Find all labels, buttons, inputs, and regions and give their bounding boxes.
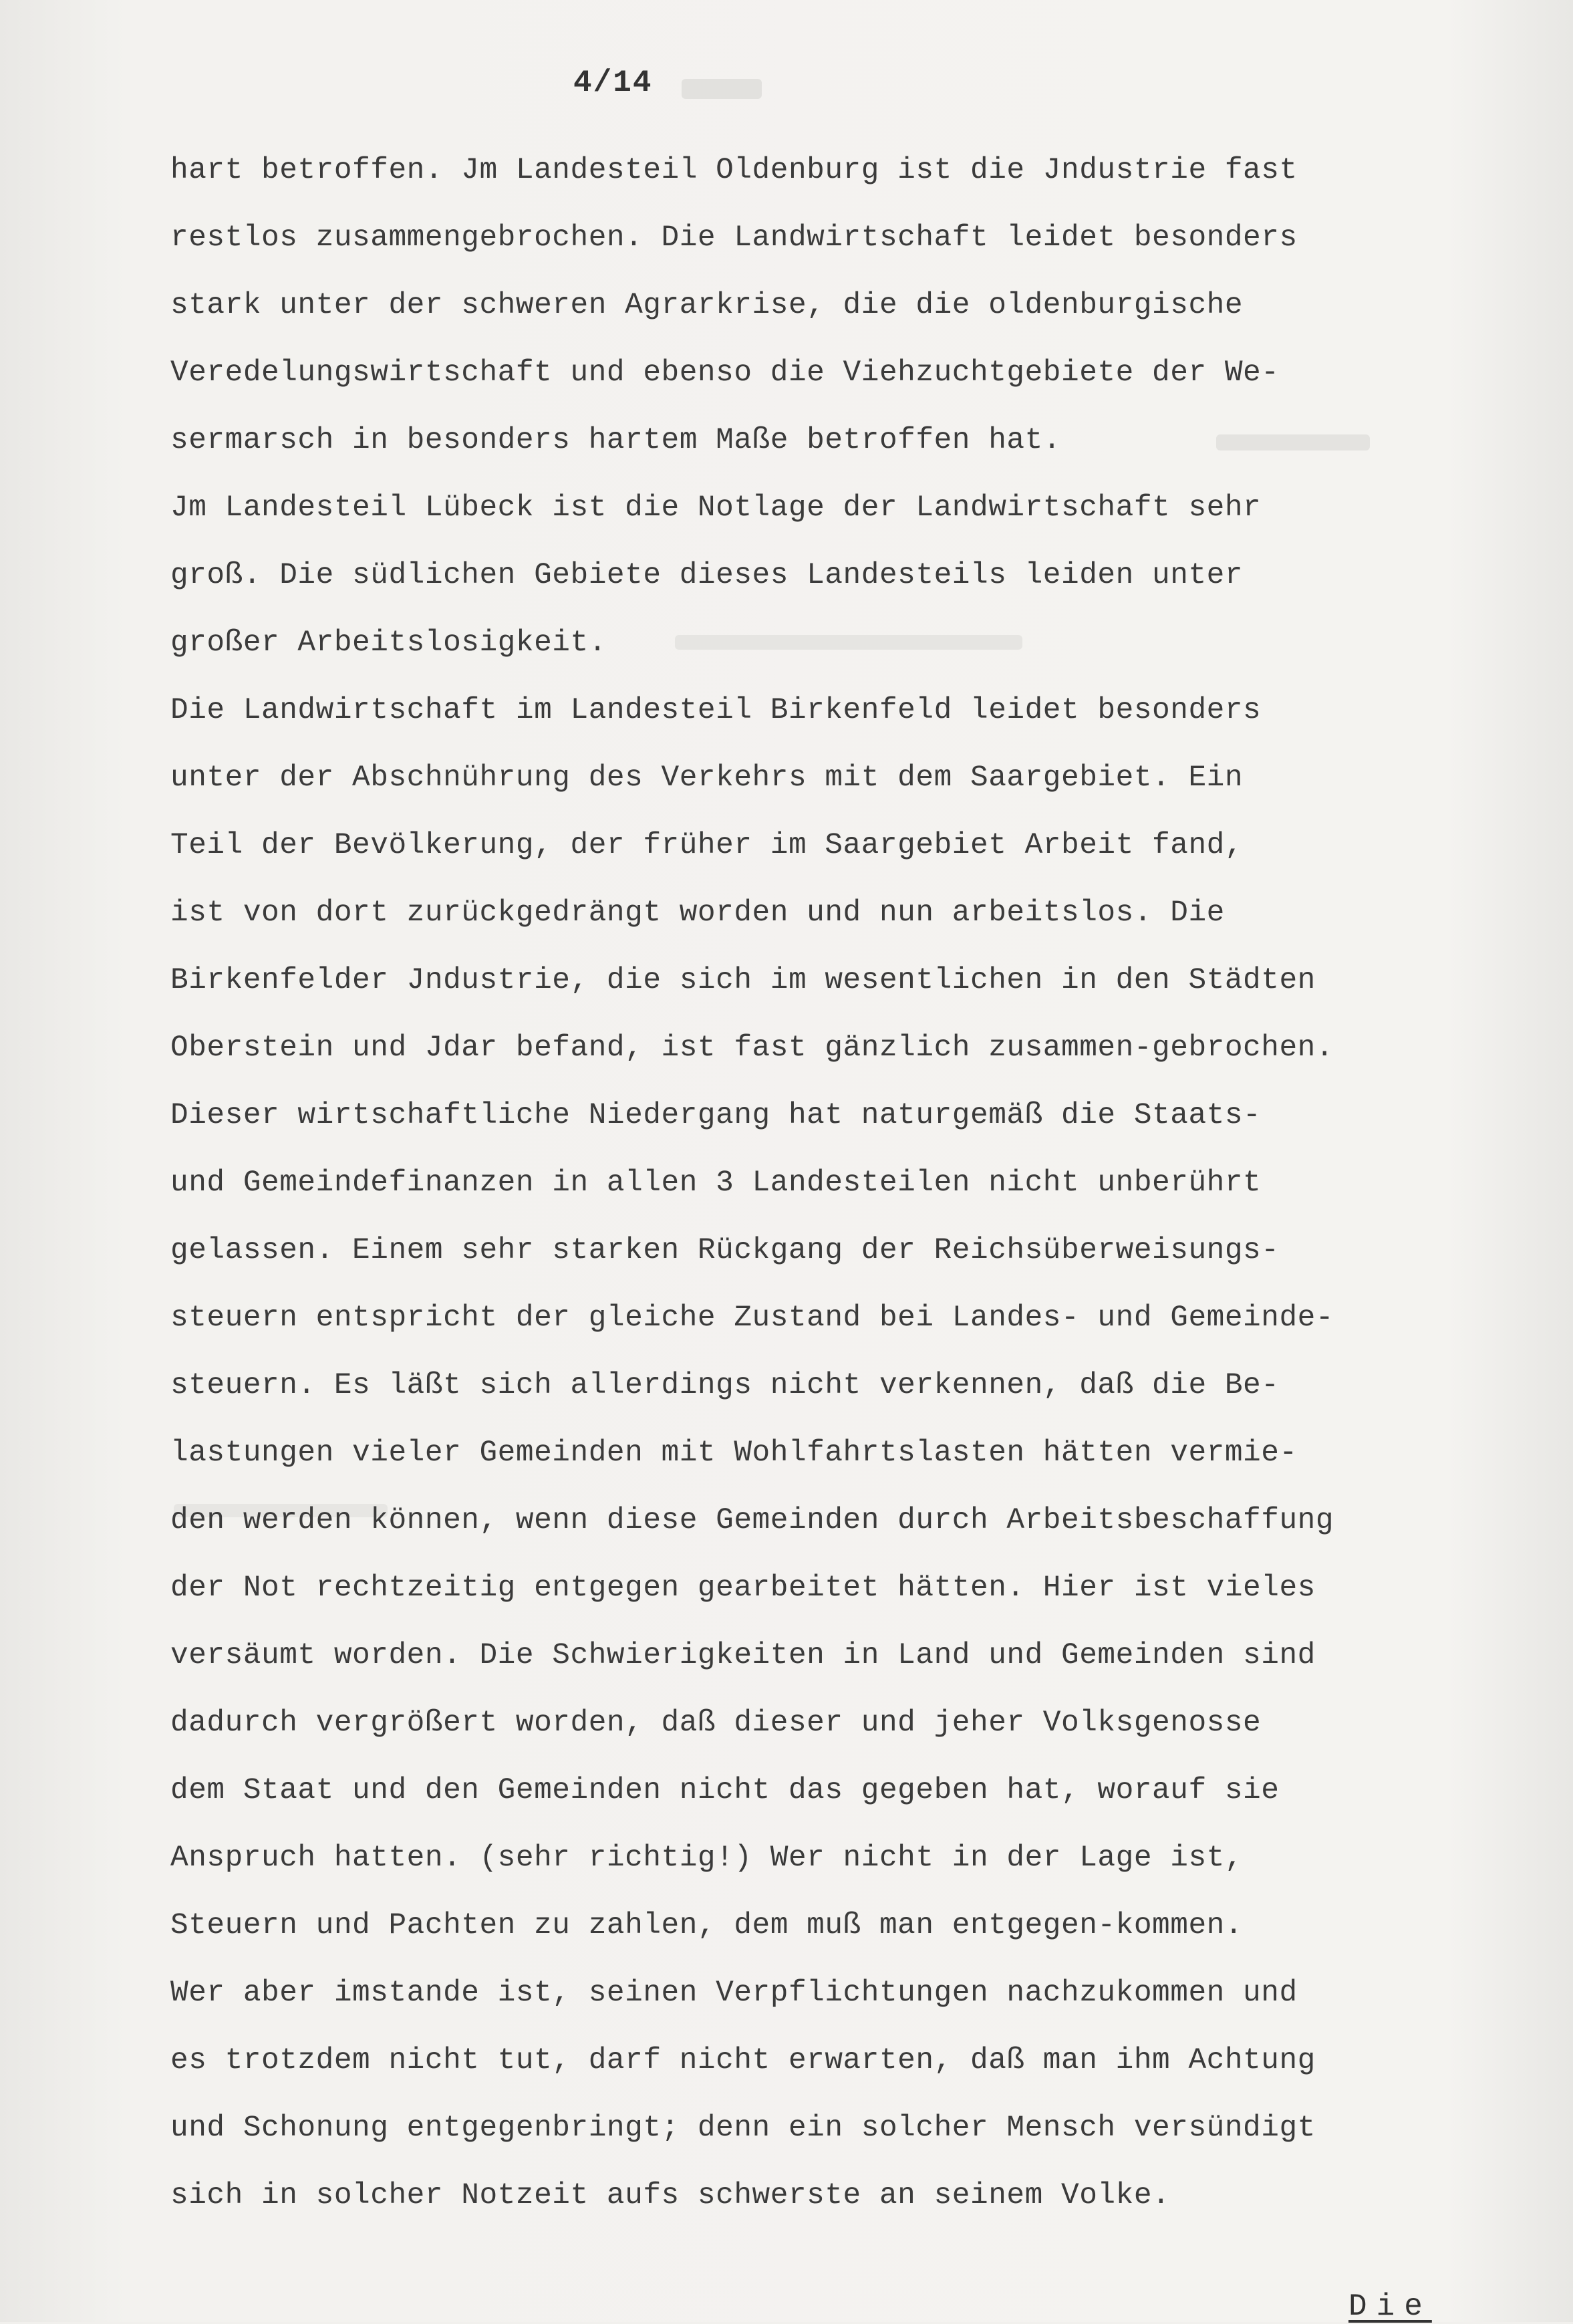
text-line: ist von dort zurückgedrängt worden und nun arbeitslos. Die <box>170 896 1225 930</box>
text-line: Jm Landesteil Lübeck ist die Notlage der Landwirtschaft sehr <box>170 491 1262 525</box>
text-line: groß. Die südlichen Gebiete dieses Landesteils leiden unter <box>170 559 1244 592</box>
text-line: restlos zusammengebrochen. Die Landwirtschaft leidet besonders <box>170 221 1298 255</box>
text-line: hart betroffen. Jm Landesteil Oldenburg ist die Jndustrie fast <box>170 154 1298 187</box>
body-text <box>170 137 1547 2230</box>
text-line: der Not rechtzeitig entgegen gearbeitet hätten. Hier ist vieles <box>170 1571 1316 1605</box>
text-line: dem Staat und den Gemeinden nicht das gegeben hat, worauf sie <box>170 1774 1280 1807</box>
text-line: den werden können, wenn diese Gemeinden durch Arbeitsbeschaffung <box>170 1504 1334 1537</box>
text-line: steuern. Es läßt sich allerdings nicht verkennen, daß die Be- <box>170 1369 1280 1402</box>
text-line: gelassen. Einem sehr starken Rückgang der Reichsüberweisungs- <box>170 1234 1280 1267</box>
text-line: Die Landwirtschaft im Landesteil Birkenfeld leidet besonders <box>170 694 1262 727</box>
text-line: sich in solcher Notzeit aufs schwerste an seinem Volke. <box>170 2179 1171 2212</box>
text-line: versäumt worden. Die Schwierigkeiten in Land und Gemeinden sind <box>170 1639 1316 1672</box>
text-line: großer Arbeitslosigkeit. <box>170 626 607 660</box>
text-line: Oberstein und Jdar befand, ist fast gänzlich zusammen-gebrochen. <box>170 1031 1334 1065</box>
text-line: Veredelungswirtschaft und ebenso die Viehzuchtgebiete der We- <box>170 356 1280 390</box>
page-number: 4/14 <box>573 66 653 100</box>
text-line: unter der Abschnührung des Verkehrs mit dem Saargebiet. Ein <box>170 761 1244 795</box>
catchword: Die <box>1348 2289 1432 2324</box>
text-line: steuern entspricht der gleiche Zustand bei Landes- und Gemeinde- <box>170 1301 1334 1335</box>
text-line: stark unter der schweren Agrarkrise, die die oldenburgische <box>170 289 1244 322</box>
text-line: Dieser wirtschaftliche Niedergang hat naturgemäß die Staats- <box>170 1099 1262 1132</box>
text-line: und Gemeindefinanzen in allen 3 Landesteilen nicht unberührt <box>170 1166 1262 1200</box>
text-line: Teil der Bevölkerung, der früher im Saargebiet Arbeit fand, <box>170 829 1244 862</box>
text-line: und Schonung entgegenbringt; denn ein solcher Mensch versündigt <box>170 2111 1316 2145</box>
text-line: Steuern und Pachten zu zahlen, dem muß man entgegen-kommen. <box>170 1909 1244 1942</box>
text-line: es trotzdem nicht tut, darf nicht erwarten, daß man ihm Achtung <box>170 2044 1316 2077</box>
text-line: Birkenfelder Jndustrie, die sich im wesentlichen in den Städten <box>170 964 1316 997</box>
text-line: Anspruch hatten. (sehr richtig!) Wer nicht in der Lage ist, <box>170 1841 1244 1875</box>
text-line: dadurch vergrößert worden, daß dieser und jeher Volksgenosse <box>170 1706 1262 1740</box>
text-line: lastungen vieler Gemeinden mit Wohlfahrtslasten hätten vermie- <box>170 1436 1298 1470</box>
text-line: sermarsch in besonders hartem Maße betroffen hat. <box>170 424 1062 457</box>
bleed-through-mark <box>682 79 762 99</box>
text-line: Wer aber imstande ist, seinen Verpflichtungen nachzukommen und <box>170 1976 1298 2010</box>
